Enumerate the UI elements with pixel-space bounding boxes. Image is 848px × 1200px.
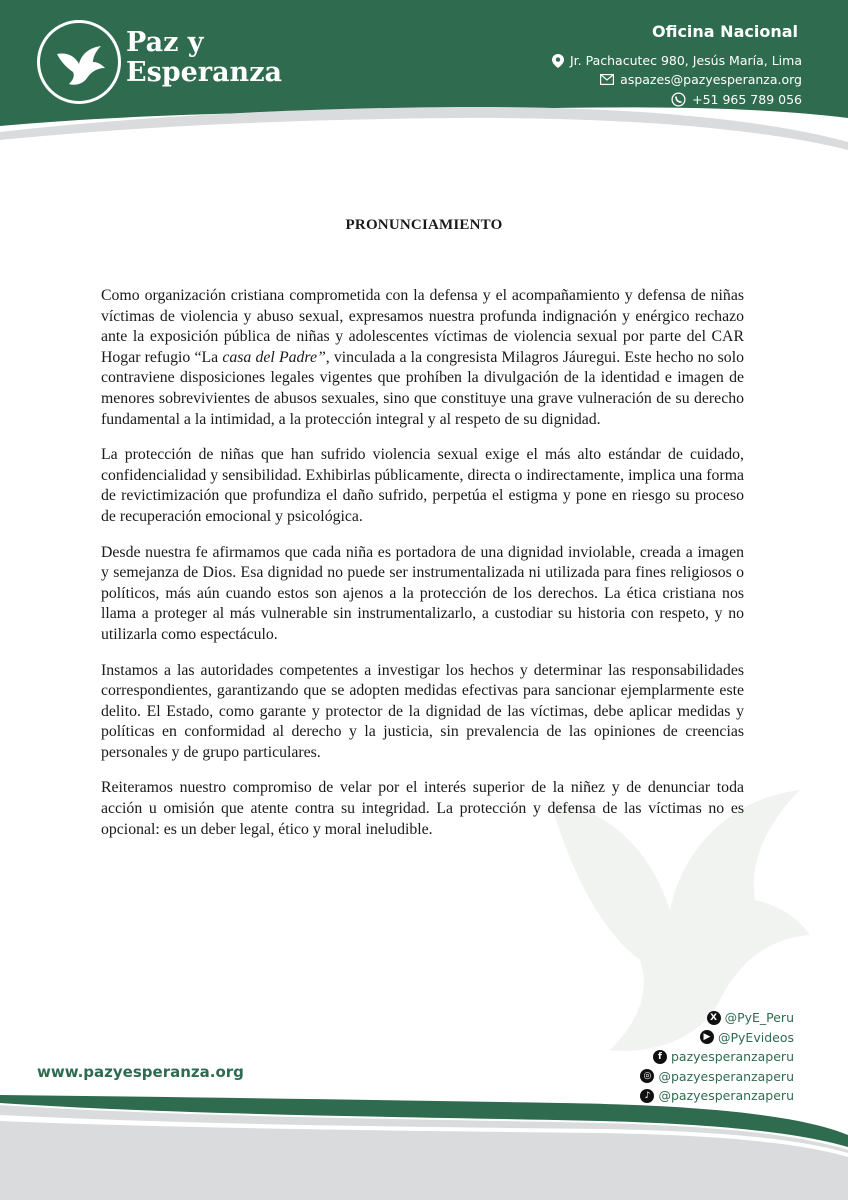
social-handle[interactable]: @pazyesperanzaperu bbox=[658, 1068, 794, 1084]
paragraph-2: La protección de niñas que han sufrido violencia sexual exige el más alto estándar de cuidado, confidencialidad y sensibilidad. Exhibirlas públicamente, directa o indirectamente, implica una forma de revictimización que profundiza el daño sufrido, perpetúa el estigma y pone en riesgo su proceso de recuperación emocional y psicológica. bbox=[101, 446, 744, 525]
email-line[interactable] bbox=[600, 72, 802, 87]
social-handle[interactable]: @pazyesperanzaperu bbox=[658, 1088, 794, 1104]
document-body bbox=[101, 286, 744, 855]
social-facebook[interactable] bbox=[640, 1047, 794, 1067]
website-link[interactable]: www.pazyesperanza.org bbox=[37, 1063, 244, 1081]
footer-background bbox=[0, 1095, 848, 1200]
phone-line[interactable] bbox=[671, 92, 802, 107]
address-text: Jr. Pachacutec 980, Jesús María, Lima bbox=[570, 53, 802, 68]
x-icon: X bbox=[707, 1011, 721, 1025]
location-pin-icon bbox=[552, 54, 564, 68]
brand-line-1: Paz y bbox=[126, 27, 204, 58]
mail-icon bbox=[600, 74, 614, 85]
office-title: Oficina Nacional bbox=[651, 22, 798, 41]
paragraph-1 bbox=[101, 286, 744, 430]
youtube-icon: ▶ bbox=[700, 1030, 714, 1044]
paragraph-4: Instamos a las autoridades competentes a investigar los hechos y determinar las responsabilidades correspondientes, garantizando que se adopten medidas efectivas para sancionar ejemplarmente este delito. El Estado, como garante y protector de la dignidad de las víctimas, debe aplicar medidas y políticas en conformidad al derecho y la justicia, sin prevalencia de las opiniones de creencias personales y de grupo particulares. bbox=[101, 661, 744, 761]
document-title: PRONUNCIAMIENTO bbox=[345, 217, 503, 233]
paragraph-3: Desde nuestra fe afirmamos que cada niña es portadora de una dignidad inviolable, creada a imagen y semejanza de Dios. Esa dignidad no puede ser instrumentalizada ni utilizada para fines religiosos o políticos, más aún cuando estos son ajenos a la protección de los derechos. La ética cristiana nos llama a proteger al más vulnerable sin instrumentalizarlo, a custodiar su historia con respeto, y no utilizarla como espectáculo. bbox=[101, 543, 744, 643]
phone-text[interactable]: +51 965 789 056 bbox=[692, 92, 802, 107]
instagram-icon: ◎ bbox=[640, 1069, 654, 1083]
tiktok-icon: ♪ bbox=[640, 1089, 654, 1103]
paragraph-1-italic: casa del Padre” bbox=[222, 348, 326, 366]
whatsapp-icon bbox=[671, 92, 686, 107]
brand-line-2: Esperanza bbox=[126, 57, 283, 88]
social-handle[interactable]: pazyesperanzaperu bbox=[670, 1049, 794, 1065]
paragraph-1-part-a: Como organización cristiana comprometida con la defensa y el acompañamiento y defensa de niñas víctimas de violencia y abuso sexual, expresamos nuestra profunda indignación y enérgico rechazo ante la exposición pública de niñas y adolescentes víctimas de violencia sexual por parte del CAR Hogar refugio “La bbox=[101, 287, 744, 366]
paragraph-5: Reiteramos nuestro compromiso de velar por el interés superior de la niñez y de denunciar toda acción u omisión que atente contra su integridad. La protección y defensa de las víctimas no es opcional: es un deber legal, ético y moral ineludible. bbox=[101, 779, 744, 838]
social-handle[interactable]: @PyEvideos bbox=[718, 1029, 794, 1045]
social-handle[interactable]: @PyE_Peru bbox=[724, 1010, 794, 1026]
brand-name bbox=[126, 28, 282, 88]
social-x[interactable] bbox=[640, 1008, 794, 1028]
email-text[interactable]: aspazes@pazyesperanza.org bbox=[620, 72, 802, 87]
social-links bbox=[640, 1008, 794, 1106]
facebook-icon: f bbox=[653, 1050, 667, 1064]
address-line bbox=[552, 53, 802, 68]
social-youtube[interactable] bbox=[640, 1028, 794, 1048]
paragraph-1-part-b: , vinculada a la congresista Milagros Jáuregui. Este hecho no solo contraviene disposiciones legales vigentes que prohíben la divulgación de la identidad e imagen de menores sobrevivientes de abusos sexuales, sino que constituye una grave vulneración de su derecho fundamental a la intimidad, a la protección integral y al respeto de su dignidad. bbox=[101, 348, 744, 428]
social-instagram[interactable] bbox=[640, 1067, 794, 1087]
logo-dove-icon bbox=[37, 20, 121, 104]
